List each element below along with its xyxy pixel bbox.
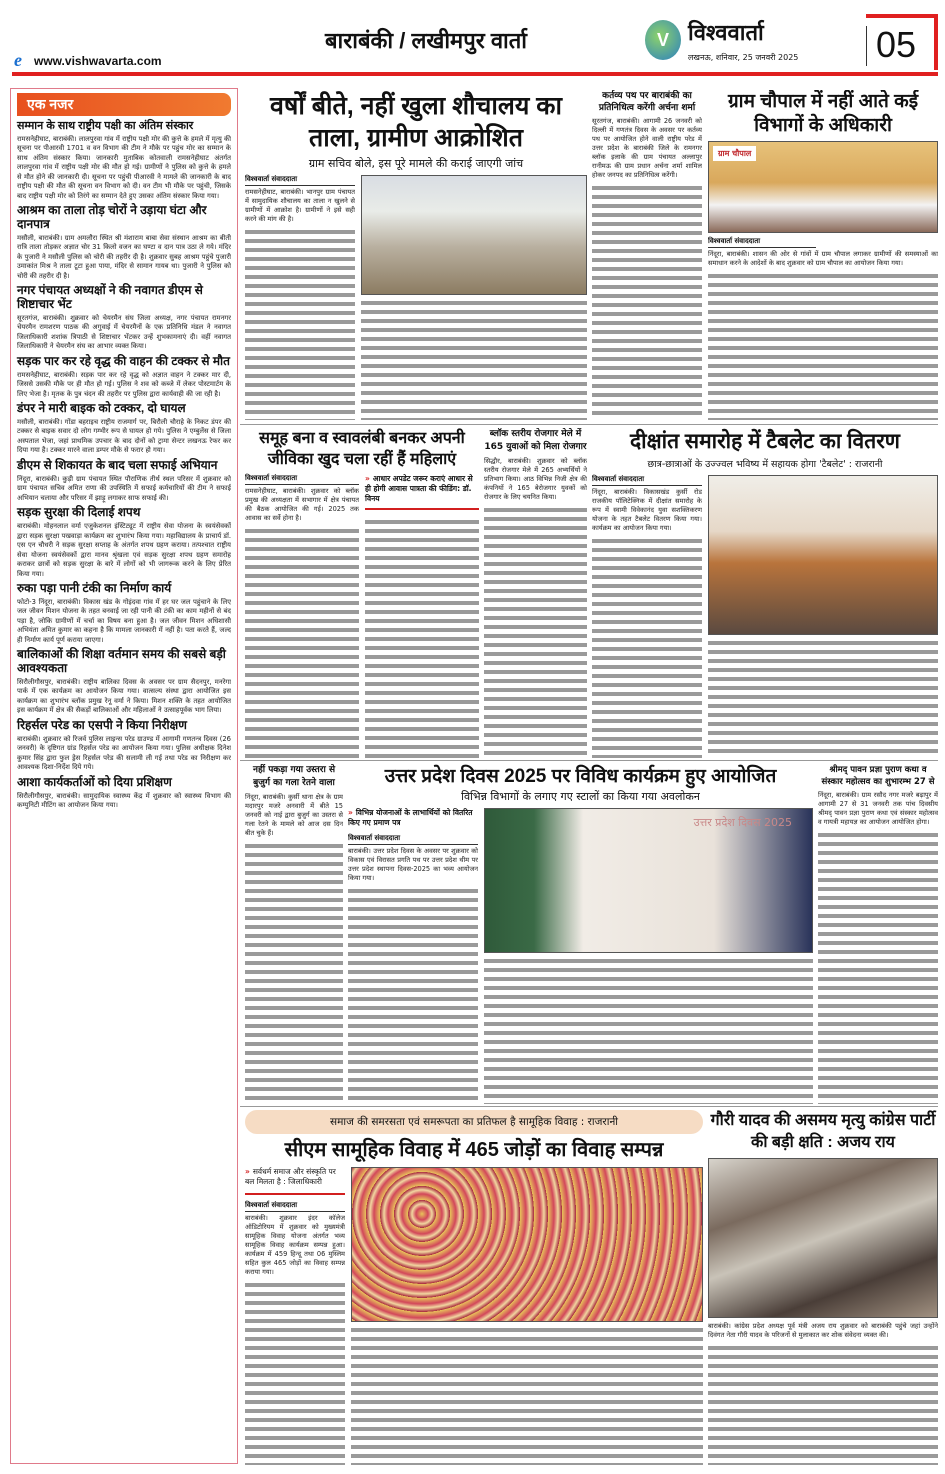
section-title: बाराबंकी / लखीमपुर वार्ता	[325, 28, 527, 53]
left-story-body: रामसनेहीघाट, बाराबंकी। लालपुरवा गांव में राष्ट्रीय पक्षी मोर की कुत्ते के हमले में मृत्यु की सूचना पर पीआरवी 1701 व वन विभाग की टीम ने मौके पर पहुंच मोर का सम्मान के साथ अंतिम संस्कार किया। जानकारी मुताबिक कोतवाली रामसनेहीघाट अंतर्गत लालपुरवा गांव में राष्ट्रीय पक्षी मोर की मौत हो गई। ग्रामीणों ने पुलिस को कुत्ते के हमले से मौत होने की जानकारी दी। सूचना पर पहुंची पीआरवी ने मामले की जानकारी के बाद राष्ट्रीय पक्षी की मौत की सूचना वन विभाग को दी। वन टीम भी मौके पर पहुंची, जिसके बाद राष्ट्रीय पक्षी मोर को तिरंगे का सम्मान देते हुए उसका अंतिम संस्कार किया गया।	[17, 134, 231, 200]
left-story-headline: आशा कार्यकर्ताओं को दिया प्रशिक्षण	[17, 774, 172, 789]
kartavya-headline: कर्तव्य पथ पर बाराबंकी का प्रतिनिधित्व करेंगी अर्चना शर्मा	[598, 91, 696, 113]
ajay-rai-visit-photo	[708, 1158, 938, 1318]
chaupal-body	[708, 237, 938, 420]
sarvdharm-callout	[245, 1167, 345, 1195]
chaupal-headline: ग्राम चौपाल में नहीं आते कई विभागों के अधिकारी	[727, 91, 919, 136]
toilet-story	[245, 90, 587, 420]
article-body: निंदूरा, बाराबंकी। विकासखंड कुर्सी रोड राजकीय पॉलिटेक्निक में दीक्षांत समारोह के रूप में स्वामी विवेकानंद युवा सशक्तिकरण योजना के तहत टैबलेट वितरण किया गया। कार्यक्रम का आयोजन किया गया।	[592, 488, 702, 532]
certificate-callout	[348, 808, 478, 828]
rojgar-story	[484, 428, 587, 758]
dateline: लखनऊ, शनिवार, 25 जनवरी 2025	[688, 53, 799, 62]
samooh-col2	[365, 474, 479, 758]
vivah-headline: सीएम सामूहिक विवाह में 465 जोड़ों का विवाह सम्पन्न	[284, 1139, 664, 1161]
double-chevron-icon: »	[365, 474, 370, 483]
header-rule	[12, 72, 938, 76]
left-story-body: मसौली, बाराबंकी। गोंडा बहराइच राष्ट्रीय राजमार्ग पर, बिरौली चौराहे के निकट डंपर की टक्कर से बाइक सवार दो लोग गम्भीर रूप से घायल हो गये। पुलिस ने एम्बुलेंस से जिला अस्पताल भेजा, जहां प्राथमिक उपचार के बाद दोनों को ट्रामा सेन्टर लखनऊ रेफर कर दिया गया है। टक्कर मारने वाला डम्पर मौके से फरार हो गया।	[17, 417, 231, 455]
up-diwas-photo	[484, 808, 813, 953]
gauri-story	[708, 1110, 938, 1465]
article-body: बाराबंकी। उत्तर प्रदेश दिवस के अवसर पर शुक्रवार को विकास एवं विरासत प्रगति पथ पर उत्तर प्रदेश थीम पर उत्तर प्रदेश स्थापना दिवस-2025 का भव्य आयोजन किया गया।	[348, 847, 478, 882]
article-body: निंदूरा, बाराबंकी। ग्राम रसौद नगर मजरे बढ़ापुर में आगामी 27 से 31 जनवरी तक पांच दिवसीय श्रीमद् पावन प्रज्ञा पुराण कथा एवं संस्कार महोत्सव व गायत्री महायज्ञ का आयोजन आयोजित होगा।	[818, 791, 938, 826]
left-story-body: फोटो-3 निंदूरा, बाराबंकी। विकास खंड के गोइंदवा गांव में हर घर जल पहुंचाने के लिए जल जीवन मिशन योजना के तहत बनवाई जा रही पानी की टंकी का काम महीनों से बंद पड़ा है, जोकि ग्रामीणों में चर्चा का विषय बना हुआ है। जल जीवन मिशन अधिशासी अभियंता अमित कुमार का कहना है कि मामला जानकारी में नहीं है। पता करते हैं, जल्द ही निर्माण कार्य पूर्ण कराया जाएगा।	[17, 597, 231, 644]
locked-toilet-photo	[361, 175, 587, 295]
byline: विश्ववार्ता संवाददाता	[245, 1201, 345, 1212]
samooh-col1	[245, 474, 359, 758]
callout-text: सर्वधर्म समाज और संस्कृति पर बल मिलता है : जिलाधिकारी	[245, 1167, 336, 1186]
double-chevron-icon: »	[245, 1167, 250, 1176]
byline: विश्ववार्ता संवाददाता	[592, 475, 702, 486]
article-body: सिद्धौर, बाराबंकी। शुक्रवार को ब्लॉक स्तरीय रोजगार मेले में 265 अभ्यर्थियों ने प्रतिभाग किया। आठ विभिन्न निजी क्षेत्र की कंपनियों ने 165 बेरोजगार युवकों को रोजगार के लिए चयनित किया।	[484, 457, 587, 501]
ustara-headline: नहीं पकड़ा गया उस्तरा से बुजुर्ग का गला रेतने वाला	[252, 765, 336, 788]
byline: विश्ववार्ता संवाददाता	[245, 474, 359, 485]
toilet-subhead: ग्राम सचिव बोले, इस पूरे मामले की कराई जाएगी जांच	[308, 157, 524, 170]
byline: विश्ववार्ता संवाददाता	[708, 237, 816, 248]
ek-nazar-banner: एक नजर	[17, 93, 231, 116]
brand-logo-icon: V	[645, 20, 681, 60]
vivah-story	[245, 1110, 703, 1465]
callout-text: आधार अपडेट जरूर कराएं आधार से ही होगी आवास पात्रता की फीडिंग: डॉ. विनय	[365, 474, 473, 503]
left-story-headline: नगर पंचायत अध्यक्षों ने की नवागत डीएम से शिष्टाचार भेंट	[17, 283, 203, 312]
tablet-subhead: छात्र-छात्राओं के उज्ज्वल भविष्य में सहायक होगा 'टैबलेट' : राजरानी	[647, 459, 883, 470]
left-story-headline: डंपर ने मारी बाइक को टक्कर, दो घायल	[17, 401, 186, 416]
article-body: निंदूरा, बाराबंकी। शासन की ओर से गांवों में ग्राम चौपाल लगाकर ग्रामीणों की समस्याओं का समाधान करने के आदेशों के बाद शुक्रवार को ग्राम चौपाल का आयोजन किया गया।	[708, 250, 938, 267]
left-story-headline: रुका पड़ा पानी टंकी का निर्माण कार्य	[17, 581, 172, 596]
vivah-col1	[245, 1167, 345, 1465]
left-story-headline: सम्मान के साथ राष्ट्रीय पक्षी का अंतिम संस्कार	[17, 120, 194, 132]
left-story-body: बाराबंकी। मोहनलाल वर्मा एजुकेशनल इंस्टिट्यूट में राष्ट्रीय सेवा योजना के स्वयंसेवकों द्वारा सड़क सुरक्षा पखवाड़ा कार्यक्रम का शुभारंभ किया गया। महाविद्यालय के प्राचार्य डॉ. एस एन चौधरी ने सड़क सुरक्षा सप्ताह के अंतर्गत शपथ ग्रहण कराया। तत्पश्चात राष्ट्रीय सेवा योजना स्वयंसेवकों द्वारा मानव श्रृंखला एवं सड़क सुरक्षा शपथ ग्रहण समारोह कराकर छात्रों को सड़क सुरक्षा के बारे में लोगों को भी जागरूक करने के लिए प्रेरित किया गया।	[17, 522, 231, 578]
byline: विश्ववार्ता संवाददाता	[348, 834, 478, 845]
ustara-story	[245, 764, 343, 1104]
double-chevron-icon: »	[348, 808, 353, 817]
left-story-headline: आश्रम का ताला तोड़ चोरों ने उड़ाया घंटा और दानपात्र	[17, 203, 207, 231]
left-story-body: निंदूरा, बाराबंकी। कुड़ी ग्राम पंचायत स्थित पौराणिक तीर्थ स्थल परिसर में शुक्रवार को ग्राम पंचायत सचिव अमित राणा की उपस्थिति में सफाई कर्मचारियों की टीम ने सफाई अभियान चलाया और परिसर में झाड़ू लगाकर साफ सफाई की।	[17, 474, 231, 502]
left-story-headline: रिहर्सल परेड का एसपी ने किया निरीक्षण	[17, 717, 187, 732]
tablet-headline: दीक्षांत समारोह में टैबलेट का वितरण	[630, 430, 900, 453]
ek-nazar-column	[10, 88, 238, 1464]
article-body: बाराबंकी। कांग्रेस प्रदेश अध्यक्ष पूर्व मंत्री अजय राय शुक्रवार को बाराबंकी पहुंचे जहां उन्होंने दिवंगत नेता गौरी यादव के परिजनों से मुलाकात कर शोक संवेदना व्यक्त की।	[708, 1322, 938, 1339]
photo-banner: उत्तर प्रदेश दिवस 2025	[693, 816, 792, 829]
tablet-col1	[592, 475, 702, 758]
article-body: सूरतगंज, बाराबंकी। आगामी 26 जनवरी को दिल्ली में गणतंत्र दिवस के अवसर पर कर्तव्य पथ पर आयोजित होने वाली राष्ट्रीय परेड में उत्तर प्रदेश के बाराबंकी जिले के रामनगर ब्लॉक इलाके की ग्राम पंचायत अल्लापुर रानीमऊ की ग्राम प्रधान अर्चना शर्मा शामिल होकर जनपद का प्रतिनिधित्व करेंगी।	[592, 117, 702, 179]
page-number-box	[866, 14, 938, 70]
left-story-headline: सड़क सुरक्षा की दिलाई शपथ	[17, 505, 141, 520]
left-story-headline: डीएम से शिकायत के बाद चला सफाई अभियान	[17, 457, 218, 472]
aadhar-callout	[365, 474, 479, 510]
left-story-headline: बालिकाओं की शिक्षा वर्तमान समय की सबसे बड़ी आवश्यकता	[17, 647, 226, 676]
updiwas-subhead: विभिन्न विभागों के लगाए गए स्टालों का किया गया अवलोकन	[461, 790, 700, 803]
samooh-headline: समूह बना व स्वावलंबी बनकर अपनी जीविका खुद चला रहीं हैं महिलाएं	[259, 430, 465, 468]
shrimad-headline: श्रीमद् पावन प्रज्ञा पुराण कथा व संस्कार महोत्सव का शुभारम्भ 27 से	[821, 765, 935, 787]
samooh-story	[245, 428, 479, 758]
toilet-headline: वर्षों बीते, नहीं खुला शौचालय का ताला, ग्रामीण आक्रोशित	[270, 92, 562, 152]
left-story-body: मसौली, बाराबंकी। ग्राम अमलौरा स्थित श्री मंशाराम बाबा सेवा संस्थान आश्रम का बीती रात्रि ताला तोड़कर अज्ञात चोर 31 किलो वजन का घण्टा व दान पात्र उठा ले गये। मंदिर के पुजारी ने मसौली पुलिस को चोरी की तहरीर दी है। शुक्रवार सुबह आश्रम पहुंचे पुजारी उमाकांत मिश्र ने ताला टूटा हुआ पाया, मंदिर से सामान गायब था। पुजारी ने पुलिस को चोरी की तहरीर दी है।	[17, 233, 231, 280]
brand-name: विश्ववार्ता	[688, 20, 764, 45]
mass-wedding-photo	[351, 1167, 703, 1322]
vivah-banner: समाज की समरसता एवं समरूपता का प्रतिफल है सामूहिक विवाह : राजरानी	[245, 1110, 703, 1134]
chaupal-story	[708, 90, 938, 420]
rojgar-headline: ब्लॉक स्तरीय रोजगार मेले में 165 युवाओं को मिला रोजगार	[484, 429, 587, 452]
article-body: निंदूरा, बाराबंकी। कुर्सी थाना क्षेत्र के ग्राम मदारपुर मजरे अनवारी में बीते 15 जनवरी को नाई द्वारा बुजुर्ग का उस्तरा से गला रेतने के मामले को आज दस दिन बीत चुके हैं।	[245, 793, 343, 837]
left-story-body: सूरतगंज, बाराबंकी। शुक्रवार को चेयरमैन संघ जिला अध्यक्ष, नगर पंचायत रामनगर चेयरमैन रामशरण पाठक की अगुवाई में चेयरमैनों के एक प्रतिनिधि मंडल ने नवागत जिलाधिकारी शशांक त्रिपाठी से शिष्टाचार भेंटकर उन्हें शुभकामनाएं दी। वहीं नवागत जिलाधिकारी ने चेयरमैन संघ का आभार व्यक्त किया।	[17, 313, 231, 351]
left-story-body: सिरौलीगौसपुर, बाराबंकी। राष्ट्रीय बालिका दिवस के अवसर पर ग्राम सैदनपुर, मनरेगा पार्क में एक कार्यक्रम का आयोजन किया गया। वात्सल्य संस्था द्वारा आयोजित इस कार्यक्रम का शुभारंभ ब्लॉक प्रमुख रेनू वर्मा ने किया। मिशन शक्ति के तहत आयोजित इस कार्यक्रम में क्षेत्र की सैकड़ों बालिकाओं और महिलाओं ने उत्साहपूर्वक भाग लिया।	[17, 677, 231, 715]
masthead	[0, 0, 945, 80]
updiwas-col1	[348, 808, 478, 1104]
callout-text: विभिन्न योजनाओं के लाभार्थियों को वितरित किए गए प्रमाण पत्र	[348, 808, 473, 827]
article-body: बाराबंकी। शुक्रवार इंदर कॉलेज ऑडिटोरियम में शुक्रवार को मुख्यमंत्री सामूहिक विवाह योजना अंतर्गत भव्य सामूहिक विवाह कार्यक्रम सम्पन्न हुआ। कार्यक्रम में 459 हिन्दू तथा 06 मुस्लिम सहित कुल 465 जोड़ों का विवाह सम्पन्न कराया गया।	[245, 1214, 345, 1276]
gauri-body	[708, 1322, 938, 1465]
updiwas-story	[348, 764, 813, 1104]
article-body: रामसनेहीघाट, बाराबंकी। शुक्रवार को ब्लॉक प्रमुख की अध्यक्षता में सभागार में क्षेत्र पंचायत की बैठक आयोजित की गई। 2025 तक आवास का सर्वे होना है।	[245, 487, 359, 522]
browser-e-icon: e	[14, 50, 22, 70]
website-url[interactable]: www.vishwavarta.com	[34, 54, 162, 68]
toilet-col1	[245, 175, 355, 420]
page-number: 05	[876, 24, 917, 65]
byline: विश्ववार्ता संवाददाता	[245, 175, 355, 186]
updiwas-headline: उत्तर प्रदेश दिवस 2025 पर विविध कार्यक्रम हुए आयोजित	[384, 766, 777, 787]
left-story-body: रामसनेहीघाट, बाराबंकी। सड़क पार कर रहे वृद्ध को अज्ञात वाहन ने टक्कर मार दी, जिससे उसकी मौके पर ही मौत हो गई। पुलिस ने शव को कब्जे में लेकर पोस्टमार्टम के लिए भेजा है। मृतक के पुत्र चंदन की तहरीर पर पुलिस द्वारा कार्यवाही की जा रही है।	[17, 370, 231, 398]
gram-chaupal-photo	[708, 141, 938, 233]
left-story-body: सिरौलीगौसपुर, बाराबंकी। सामुदायिक स्वास्थ्य केंद्र में शुक्रवार को स्वास्थ्य विभाग की कम्युनिटी मीटिंग का आयोजन किया गया।	[17, 791, 231, 809]
gauri-headline: गौरी यादव की असमय मृत्यु कांग्रेस पार्टी की बड़ी क्षति : अजय राय	[710, 1112, 936, 1151]
left-story-headline: सड़क पार कर रहे वृद्ध की वाहन की टक्कर से मौत	[17, 353, 230, 368]
left-story-body: बाराबंकी। शुक्रवार को रिजर्व पुलिस लाइन्स परेड ग्राउण्ड में आगामी गणतन्त्र दिवस (26 जनवरी) के दृष्टिगत ग्रांड रिहर्सल परेड का आयोजन किया गया। पुलिस अधीक्षक दिनेश कुमार सिंह द्वारा फुल ड्रेस रिहर्सल परेड की सलामी ली गई तथा परेड का निरीक्षण कर आवश्यक दिशा-निर्देश दिये गये।	[17, 734, 231, 772]
tablet-distribution-photo	[708, 475, 938, 635]
article-body: रामसनेहीघाट, बाराबंकी। भानपुर ग्राम पंचायत में सामुदायिक शौचालय का ताला न खुलने से ग्रामीणों में आक्रोश है। ग्रामीणों ने इसे सही करने की मांग की है।	[245, 188, 355, 223]
photo-banner: ग्राम चौपाल	[713, 146, 756, 161]
shrimad-story	[818, 764, 938, 1104]
kartavya-story	[592, 90, 702, 420]
tablet-story	[592, 428, 938, 758]
